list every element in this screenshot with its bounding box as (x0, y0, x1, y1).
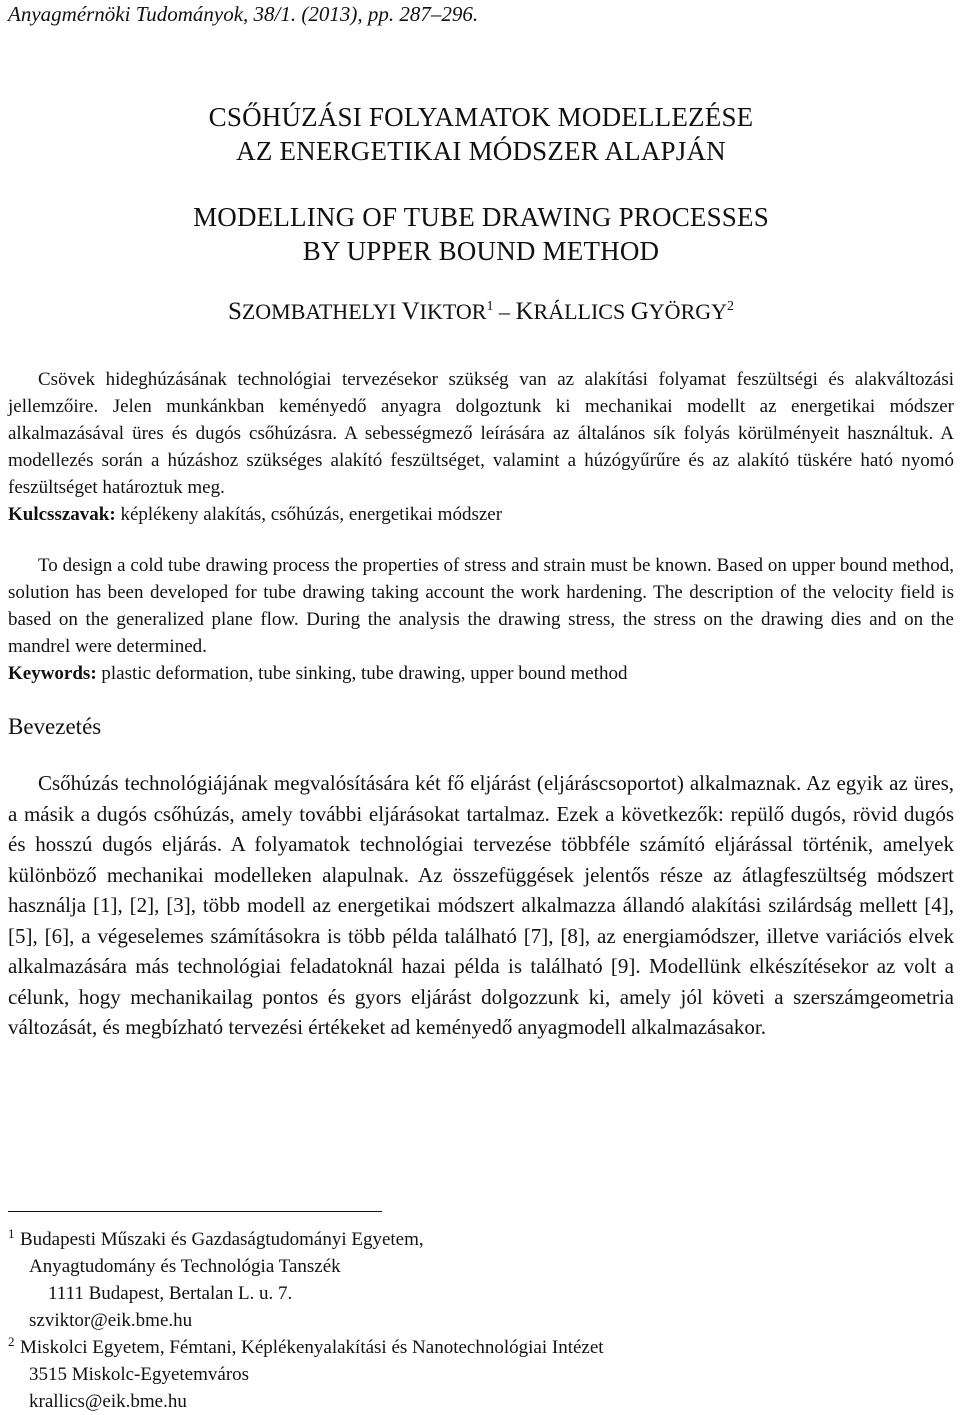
title-en-line-2: BY UPPER BOUND METHOD (302, 236, 660, 266)
section-heading: Bevezetés (8, 714, 102, 739)
footnote-2-line: Miskolci Egyetem, Fémtani, Képlékenyalakítási és Nanotechnológiai Intézet (20, 1337, 604, 1358)
keywords-hu (8, 501, 954, 528)
footnote-2-line: 3515 Miskolc-Egyetemváros (29, 1364, 250, 1385)
footnotes (8, 1226, 604, 1415)
abstract-hu-text: Csövek hideghúzásának technológiai tervezésekor szükség van az alakítási folyamat feszültségi és alakváltozási jellemzőire. Jelen munkánkban keményedő anyagra dolgoztunk ki mechanikai modellt az energetikai módszer alkalmazásával üres és dugós csőhúzásra. A sebességmező leírására az általános sík folyás körülményeit használtuk. A modellezés során a húzáshoz szükséges alakító feszültséget, valamint a húzógyűrűre és az alakító tüskére ható nyomó feszültséget határoztuk meg. (8, 369, 954, 498)
footnote-1-email: szviktor@eik.bme.hu (29, 1310, 193, 1331)
footnote-2-email: krallics@eik.bme.hu (29, 1391, 187, 1412)
title-hu-line-1: CSŐHÚZÁSI FOLYAMATOK MODELLEZÉSE (208, 102, 754, 132)
footnote-2 (8, 1334, 604, 1415)
title-english (8, 200, 954, 268)
keywords-en (8, 660, 954, 687)
author-2: KRÁLLICS GYÖRGY$^2$ (515, 298, 735, 325)
keywords-en-text: plastic deformation, tube sinking, tube drawing, upper bound method (96, 663, 628, 684)
author-2-affiliation-mark: 2 (727, 299, 735, 314)
author-1: SZOMBATHELYI VIKTOR$^1$ (227, 298, 494, 325)
footnote-1-line: Anyagtudomány és Technológia Tanszék (29, 1256, 341, 1277)
footnote-1-mark: 1 (8, 1226, 15, 1241)
abstract-hungarian (8, 366, 954, 528)
author-1-affiliation-mark: 1 (486, 299, 494, 314)
footnote-1-line: 1111 Budapest, Bertalan L. u. 7. (48, 1283, 293, 1304)
keywords-hu-text: képlékeny alakítás, csőhúzás, energetikai módszer (115, 504, 503, 525)
footnote-2-mark: 2 (8, 1334, 15, 1349)
author-separator: – (498, 299, 510, 324)
abstract-english (8, 552, 954, 687)
keywords-en-label: Keywords: (8, 663, 97, 684)
body-paragraph: Csőhúzás technológiájának megvalósítására két fő eljárást (eljáráscsoportot) alkalmaznak. Az egyik az üres, a másik a dugós csőhúzás, amely további eljárásokat tartalmaz. Ezek a következők: repülő dugós, rövid dugós és hosszú dugós eljárás. A folyamatok technológiai tervezése többféle számító eljárással történik, amelyek különböző mechanikai modelleken alapulnak. Az összefüggések jelentős része az átlagfeszültség módszert használja [1], [2], [3], több modell az energetikai módszert alkalmazza állandó alakítási szilárdság mellett [4], [5], [6], a végeselemes számításokra is több példa található [7], [8], az energiamódszer, illetve variációs elvek alkalmazására más technológiai feladatoknál hazai példa is található [9]. Modellünk elkészítésekor az volt a célunk, hogy mechanikailag pontos és gyors eljárást dolgozzunk ki, amely jól követi a szerszámgeometria változását, és megbízható tervezési értékeket ad keményedő anyagmodell alkalmazásakor. (8, 771, 954, 1039)
footnote-divider (8, 1211, 382, 1212)
journal-reference: Anyagmérnöki Tudományok, 38/1. (2013), pp. 287–296. (8, 2, 479, 26)
title-en-line-1: MODELLING OF TUBE DRAWING PROCESSES (193, 202, 769, 232)
title-hu-line-2: AZ ENERGETIKAI MÓDSZER ALAPJÁN (236, 136, 726, 166)
abstract-en-text: To design a cold tube drawing process the properties of stress and strain must be known. Based on upper bound method, solution has been developed for tube drawing taking account the work hardening. The description of the velocity field is based on the generalized plane flow. During the analysis the drawing stress, the stress on the drawing dies and on the mandrel were determined. (8, 555, 954, 657)
title-hungarian (8, 100, 954, 168)
footnote-1-line: Budapesti Műszaki és Gazdaságtudományi Egyetem, (20, 1229, 424, 1250)
keywords-hu-label: Kulcsszavak: (8, 504, 116, 525)
author-list (8, 298, 954, 326)
footnote-1 (8, 1226, 604, 1334)
